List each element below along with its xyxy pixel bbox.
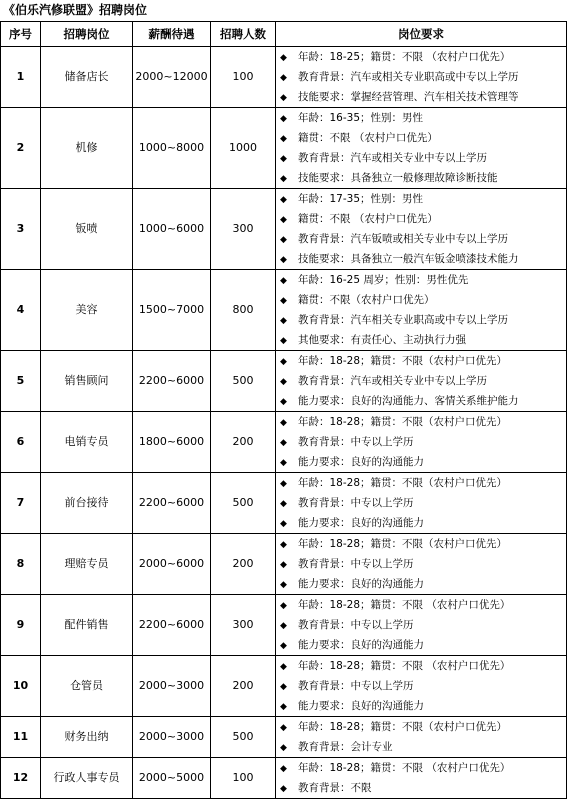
requirement-text: 年龄：18-28；籍贯：不限（农村户口优先）	[298, 538, 508, 550]
salary: 2000~3000	[133, 717, 211, 758]
diamond-bullet-icon: ◆	[280, 479, 287, 489]
requirements-cell	[276, 270, 567, 351]
diamond-bullet-icon: ◆	[280, 519, 287, 529]
requirement-line	[280, 717, 566, 737]
diamond-bullet-icon: ◆	[280, 458, 287, 468]
diamond-bullet-icon: ◆	[280, 764, 287, 774]
job-title: 配件销售	[41, 595, 133, 656]
requirement-text: 年龄：18-28；籍贯：不限（农村户口优先）	[298, 416, 508, 428]
requirement-text: 年龄：18-28；籍贯：不限（农村户口优先）	[298, 355, 508, 367]
requirement-text: 其他要求：有责任心、主动执行力强	[298, 334, 466, 346]
requirements-cell	[276, 758, 567, 799]
requirement-line	[280, 351, 566, 371]
requirement-text: 年龄：18-28；籍贯：不限（农村户口优先）	[298, 721, 508, 733]
salary: 2000~5000	[133, 758, 211, 799]
requirement-line	[280, 452, 566, 472]
row-number: 4	[1, 270, 41, 351]
requirements-cell	[276, 656, 567, 717]
table-row	[1, 47, 567, 108]
headcount: 500	[211, 351, 276, 412]
requirement-line	[280, 432, 566, 452]
diamond-bullet-icon: ◆	[280, 316, 287, 326]
salary: 2200~6000	[133, 351, 211, 412]
requirement-text: 教育背景：汽车或相关专业职高或中专以上学历	[298, 71, 519, 83]
table-row	[1, 595, 567, 656]
headcount: 500	[211, 473, 276, 534]
job-title: 理赔专员	[41, 534, 133, 595]
requirement-line	[280, 310, 566, 330]
requirement-line	[280, 513, 566, 533]
job-title: 机修	[41, 108, 133, 189]
row-number: 1	[1, 47, 41, 108]
table-row	[1, 534, 567, 595]
requirement-text: 年龄：16-35；性别：男性	[298, 112, 424, 124]
table-row	[1, 351, 567, 412]
salary: 2200~6000	[133, 595, 211, 656]
requirements-cell	[276, 595, 567, 656]
requirement-text: 教育背景：会计专业	[298, 741, 393, 753]
requirement-text: 教育背景：中专以上学历	[298, 680, 414, 692]
requirement-text: 能力要求：良好的沟通能力、客情关系维护能力	[298, 395, 519, 407]
salary: 2000~3000	[133, 656, 211, 717]
diamond-bullet-icon: ◆	[280, 336, 287, 346]
job-title: 钣喷	[41, 189, 133, 270]
diamond-bullet-icon: ◆	[280, 174, 287, 184]
diamond-bullet-icon: ◆	[280, 73, 287, 83]
requirement-line	[280, 371, 566, 391]
row-number: 5	[1, 351, 41, 412]
job-title: 财务出纳	[41, 717, 133, 758]
headcount: 300	[211, 595, 276, 656]
table-row	[1, 717, 567, 758]
requirement-text: 年龄：18-28；籍贯：不限 （农村户口优先）	[298, 599, 511, 611]
salary: 1800~6000	[133, 412, 211, 473]
diamond-bullet-icon: ◆	[280, 418, 287, 428]
requirement-text: 籍贯：不限（农村户口优先）	[298, 294, 435, 306]
requirement-line	[280, 615, 566, 635]
requirement-text: 教育背景：汽车相关专业职高或中专以上学历	[298, 314, 508, 326]
requirement-text: 年龄：18-25；籍贯：不限 （农村户口优先）	[298, 51, 511, 63]
diamond-bullet-icon: ◆	[280, 377, 287, 387]
row-number: 2	[1, 108, 41, 189]
job-title: 前台接待	[41, 473, 133, 534]
requirement-text: 教育背景：中专以上学历	[298, 436, 414, 448]
requirement-line	[280, 148, 566, 168]
requirement-text: 年龄：18-28；籍贯：不限 （农村户口优先）	[298, 660, 511, 672]
requirements-cell	[276, 47, 567, 108]
requirement-text: 年龄：18-28；籍贯：不限 （农村户口优先）	[298, 762, 511, 774]
headcount: 800	[211, 270, 276, 351]
requirement-text: 能力要求：良好的沟通能力	[298, 578, 424, 590]
headcount: 500	[211, 717, 276, 758]
salary: 1500~7000	[133, 270, 211, 351]
requirement-text: 籍贯：不限 （农村户口优先）	[298, 132, 438, 144]
row-number: 10	[1, 656, 41, 717]
diamond-bullet-icon: ◆	[280, 93, 287, 103]
requirement-text: 籍贯：不限 （农村户口优先）	[298, 213, 438, 225]
requirement-line	[280, 168, 566, 188]
requirement-text: 教育背景：中专以上学历	[298, 619, 414, 631]
job-title: 仓管员	[41, 656, 133, 717]
diamond-bullet-icon: ◆	[280, 682, 287, 692]
requirement-line	[280, 574, 566, 594]
requirement-line	[280, 778, 566, 798]
table-row	[1, 412, 567, 473]
row-number: 8	[1, 534, 41, 595]
requirement-line	[280, 534, 566, 554]
diamond-bullet-icon: ◆	[280, 580, 287, 590]
requirement-line	[280, 656, 566, 676]
requirement-line	[280, 554, 566, 574]
table-body	[1, 47, 567, 799]
requirement-text: 年龄：18-28；籍贯：不限（农村户口优先）	[298, 477, 508, 489]
requirement-line	[280, 676, 566, 696]
requirement-text: 教育背景：中专以上学历	[298, 558, 414, 570]
headcount: 100	[211, 758, 276, 799]
headcount: 100	[211, 47, 276, 108]
requirement-line	[280, 47, 566, 67]
requirement-line	[280, 189, 566, 209]
diamond-bullet-icon: ◆	[280, 723, 287, 733]
diamond-bullet-icon: ◆	[280, 255, 287, 265]
requirement-text: 能力要求：良好的沟通能力	[298, 700, 424, 712]
salary: 1000~8000	[133, 108, 211, 189]
requirements-cell	[276, 473, 567, 534]
requirement-text: 技能要求：具备独立一般修理故障诊断技能	[298, 172, 498, 184]
row-number: 11	[1, 717, 41, 758]
diamond-bullet-icon: ◆	[280, 702, 287, 712]
diamond-bullet-icon: ◆	[280, 114, 287, 124]
requirements-cell	[276, 108, 567, 189]
job-title: 销售顾问	[41, 351, 133, 412]
diamond-bullet-icon: ◆	[280, 499, 287, 509]
requirement-line	[280, 412, 566, 432]
requirement-line	[280, 758, 566, 778]
jobs-table	[0, 21, 567, 799]
requirement-line	[280, 128, 566, 148]
page-title: 《伯乐汽修联盟》招聘岗位	[3, 3, 148, 17]
requirement-line	[280, 330, 566, 350]
requirement-text: 年龄：17-35；性别：男性	[298, 193, 424, 205]
headcount: 200	[211, 534, 276, 595]
diamond-bullet-icon: ◆	[280, 743, 287, 753]
requirement-text: 教育背景：汽车钣喷或相关专业中专以上学历	[298, 233, 508, 245]
requirements-cell	[276, 189, 567, 270]
requirement-line	[280, 635, 566, 655]
requirement-line	[280, 595, 566, 615]
diamond-bullet-icon: ◆	[280, 540, 287, 550]
diamond-bullet-icon: ◆	[280, 601, 287, 611]
headcount: 1000	[211, 108, 276, 189]
requirement-text: 年龄：16-25 周岁；性别：男性优先	[298, 274, 469, 286]
table-row	[1, 656, 567, 717]
table-header-row	[1, 22, 567, 47]
requirement-line	[280, 290, 566, 310]
diamond-bullet-icon: ◆	[280, 276, 287, 286]
diamond-bullet-icon: ◆	[280, 784, 287, 794]
requirement-text: 技能要求：具备独立一般汽车钣金喷漆技术能力	[298, 253, 519, 265]
diamond-bullet-icon: ◆	[280, 438, 287, 448]
requirement-line	[280, 391, 566, 411]
salary: 2000~12000	[133, 47, 211, 108]
headcount: 300	[211, 189, 276, 270]
header-no: 序号	[1, 22, 41, 47]
header-count: 招聘人数	[211, 22, 276, 47]
requirement-text: 能力要求：良好的沟通能力	[298, 517, 424, 529]
salary: 2200~6000	[133, 473, 211, 534]
requirements-cell	[276, 351, 567, 412]
requirement-text: 能力要求：良好的沟通能力	[298, 639, 424, 651]
header-salary: 薪酬待遇	[133, 22, 211, 47]
row-number: 7	[1, 473, 41, 534]
job-title: 电销专员	[41, 412, 133, 473]
requirement-line	[280, 249, 566, 269]
diamond-bullet-icon: ◆	[280, 641, 287, 651]
diamond-bullet-icon: ◆	[280, 296, 287, 306]
diamond-bullet-icon: ◆	[280, 662, 287, 672]
requirement-line	[280, 108, 566, 128]
diamond-bullet-icon: ◆	[280, 621, 287, 631]
diamond-bullet-icon: ◆	[280, 134, 287, 144]
headcount: 200	[211, 412, 276, 473]
table-row	[1, 758, 567, 799]
requirements-cell	[276, 534, 567, 595]
requirement-line	[280, 209, 566, 229]
row-number: 6	[1, 412, 41, 473]
table-row	[1, 270, 567, 351]
requirement-line	[280, 493, 566, 513]
requirement-text: 能力要求：良好的沟通能力	[298, 456, 424, 468]
requirement-line	[280, 737, 566, 757]
diamond-bullet-icon: ◆	[280, 560, 287, 570]
requirement-text: 教育背景：汽车或相关专业中专以上学历	[298, 152, 487, 164]
requirement-text: 教育背景：中专以上学历	[298, 497, 414, 509]
diamond-bullet-icon: ◆	[280, 154, 287, 164]
header-job: 招聘岗位	[41, 22, 133, 47]
job-title: 行政人事专员	[41, 758, 133, 799]
requirements-cell	[276, 717, 567, 758]
requirement-text: 教育背景：汽车或相关专业中专以上学历	[298, 375, 487, 387]
diamond-bullet-icon: ◆	[280, 53, 287, 63]
table-row	[1, 108, 567, 189]
row-number: 9	[1, 595, 41, 656]
table-row	[1, 473, 567, 534]
requirements-cell	[276, 412, 567, 473]
requirement-line	[280, 229, 566, 249]
salary: 1000~6000	[133, 189, 211, 270]
job-title: 美容	[41, 270, 133, 351]
diamond-bullet-icon: ◆	[280, 215, 287, 225]
row-number: 3	[1, 189, 41, 270]
header-requirements: 岗位要求	[276, 22, 567, 47]
diamond-bullet-icon: ◆	[280, 357, 287, 367]
diamond-bullet-icon: ◆	[280, 195, 287, 205]
diamond-bullet-icon: ◆	[280, 235, 287, 245]
table-row	[1, 189, 567, 270]
requirement-line	[280, 67, 566, 87]
salary: 2000~6000	[133, 534, 211, 595]
requirement-text: 技能要求：掌握经营管理、汽车相关技术管理等	[298, 91, 519, 103]
diamond-bullet-icon: ◆	[280, 397, 287, 407]
headcount: 200	[211, 656, 276, 717]
row-number: 12	[1, 758, 41, 799]
requirement-line	[280, 696, 566, 716]
requirement-text: 教育背景：不限	[298, 782, 372, 794]
requirement-line	[280, 87, 566, 107]
job-title: 储备店长	[41, 47, 133, 108]
requirement-line	[280, 270, 566, 290]
requirement-line	[280, 473, 566, 493]
